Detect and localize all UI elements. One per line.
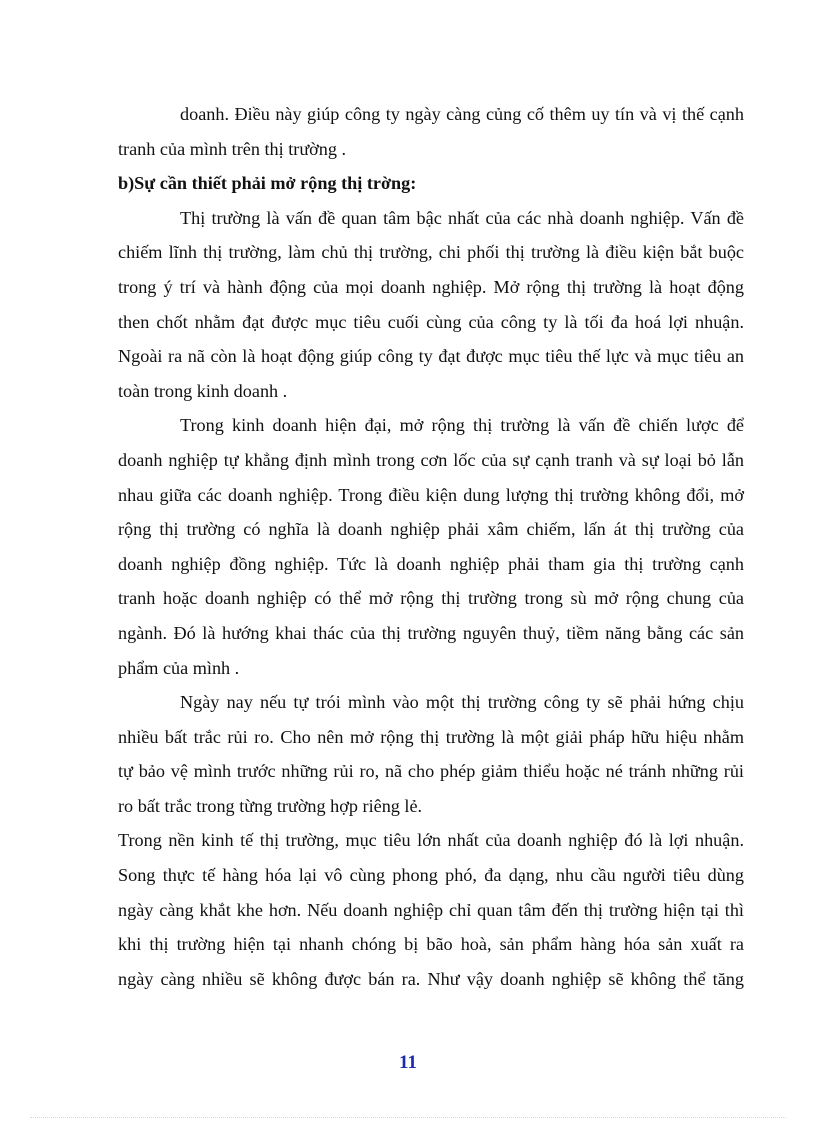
- text-line: Ngoài ra nã còn là hoạt động giúp công ty đạt được mục tiêu thế lực và mục tiêu an: [118, 346, 744, 367]
- text-line: Trong kinh doanh hiện đại, mở rộng thị trường là vấn đề chiến lược để: [180, 415, 744, 436]
- footer-divider: [30, 1117, 786, 1118]
- text-line: tranh hoặc doanh nghiệp có thể mở rộng thị trường trong sù mở rộng chung của: [118, 588, 744, 609]
- text-line: trong ý trí và hành động của mọi doanh nghiệp. Mở rộng thị trường là hoạt động: [118, 276, 744, 297]
- section-heading: b)Sự cần thiết phải mở rộng thị trờng:: [118, 173, 417, 194]
- text-line: toàn trong kinh doanh .: [118, 380, 288, 401]
- text-line: ngày càng nhiều sẽ không được bán ra. Như vậy doanh nghiệp sẽ không thể tăng: [118, 968, 744, 989]
- text-line: rộng thị trường có nghĩa là doanh nghiệp phải xâm chiếm, lấn át thị trường của: [118, 519, 744, 540]
- text-line: Ngày nay nếu tự trói mình vào một thị trường công ty sẽ phải hứng chịu: [180, 692, 744, 713]
- text-line: Trong nền kinh tế thị trường, mục tiêu lớn nhất của doanh nghiệp đó là lợi nhuận.: [118, 830, 744, 851]
- text-line: chiếm lĩnh thị trường, làm chủ thị trường, chi phối thị trường là điều kiện bắt buộc: [118, 242, 744, 263]
- text-line: Song thực tế hàng hóa lại vô cùng phong phó, đa dạng, nhu cầu người tiêu dùng: [118, 865, 744, 886]
- text-line: Thị trường là vấn đề quan tâm bậc nhất của các nhà doanh nghiệp. Vấn đề: [180, 207, 744, 228]
- text-line: ngày càng khắt khe hơn. Nếu doanh nghiệp chỉ quan tâm đến thị trường hiện tại thì: [118, 899, 744, 920]
- text-line: doanh. Điều này giúp công ty ngày càng củng cố thêm uy tín và vị thế cạnh: [180, 104, 744, 124]
- text-line: doanh nghiệp đồng nghiệp. Tức là doanh nghiệp phải tham gia thị trường cạnh: [118, 553, 744, 574]
- text-line: tranh của mình trên thị trường .: [118, 138, 347, 159]
- text-line: ro bất trắc trong từng trường hợp riêng lẻ.: [118, 795, 423, 816]
- body-text: [118, 97, 744, 996]
- text-line: then chốt nhằm đạt được mục tiêu cuối cùng của công ty là tối đa hoá lợi nhuận.: [118, 311, 744, 332]
- text-line: phẩm của mình .: [118, 657, 240, 678]
- text-line: tự bảo vệ mình trước những rủi ro, nã cho phép giảm thiểu hoặc né tránh những rủi: [118, 761, 744, 782]
- text-line: ngành. Đó là hướng khai thác của thị trường nguyên thuỷ, tiềm năng bằng các sản: [118, 622, 744, 643]
- text-line: nhiều bất trắc rủi ro. Cho nên mở rộng thị trường là một giải pháp hữu hiệu nhằm: [118, 726, 744, 747]
- text-line: nhau giữa các doanh nghiệp. Trong điều kiện dung lượng thị trường không đổi, mở: [118, 484, 744, 505]
- text-line: khi thị trường hiện tại nhanh chóng bị bão hoà, sản phẩm hàng hóa sản xuất ra: [118, 934, 744, 955]
- text-line: doanh nghiệp tự khẳng định mình trong cơn lốc của sự cạnh tranh và sự loại bỏ lẫn: [118, 449, 744, 470]
- page-number: 11: [399, 1052, 417, 1073]
